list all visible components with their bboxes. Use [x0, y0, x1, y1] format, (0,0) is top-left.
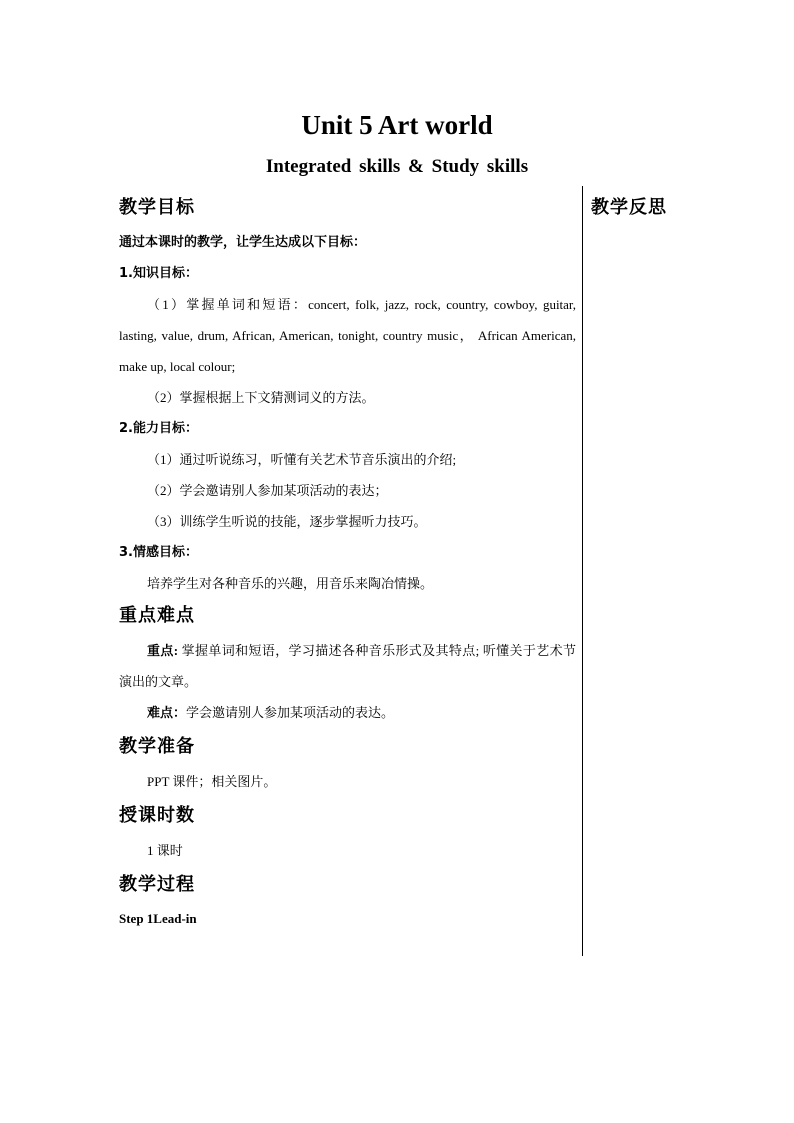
document-title: Unit 5 Art world	[301, 110, 493, 140]
ability-item-3: （3）训练学生听说的技能，逐步掌握听力技巧。	[147, 514, 427, 529]
main-column	[119, 193, 576, 934]
hours-text: 1 课时	[147, 843, 183, 858]
objectives-heading: 教学目标	[119, 197, 195, 218]
knowledge-item-2: （2）掌握根据上下文猜测词义的方法。	[147, 390, 375, 405]
objectives-intro: 通过本课时的教学，让学生达成以下目标：	[119, 235, 367, 250]
knowledge-label: 1.知识目标：	[119, 266, 198, 281]
focus-label: 重点:	[147, 643, 179, 658]
document-subtitle: Integrated skills & Study skills	[265, 156, 529, 177]
key-points-heading: 重点难点	[119, 605, 195, 626]
difficulty-text: 学会邀请别人参加某项活动的表达。	[186, 705, 395, 720]
emotion-label: 3.情感目标：	[119, 545, 198, 560]
focus-text: 掌握单词和短语，学习描述各种音乐形式及其特点; 听懂关于艺术节演出的文章。	[119, 643, 576, 689]
ability-item-2: （2）学会邀请别人参加某项活动的表达；	[147, 483, 388, 498]
reflection-column	[591, 193, 741, 223]
ability-label: 2.能力目标：	[119, 421, 198, 436]
knowledge-item-1: （1）掌握单词和短语：concert, folk, jazz, rock, country, cowboy, guitar, lasting, value, drum, African, American, tonight, country music， African American, make up, local colour;	[119, 297, 576, 374]
process-step-1: Step 1Lead-in	[119, 911, 197, 926]
emotion-item-1: 培养学生对各种音乐的兴趣，用音乐来陶冶情操。	[147, 576, 434, 591]
preparation-text: PPT 课件；相关图片。	[147, 774, 277, 789]
ability-item-1: （1）通过听说练习，听懂有关艺术节音乐演出的介绍;	[147, 452, 457, 467]
key-difficulty	[119, 697, 576, 728]
preparation-heading: 教学准备	[119, 736, 195, 757]
hours-heading: 授课时数	[119, 805, 195, 826]
reflection-heading: 教学反思	[591, 197, 667, 218]
process-heading: 教学过程	[119, 874, 195, 895]
difficulty-label: 难点：	[147, 705, 187, 720]
column-divider	[582, 186, 583, 956]
key-focus	[119, 635, 576, 697]
